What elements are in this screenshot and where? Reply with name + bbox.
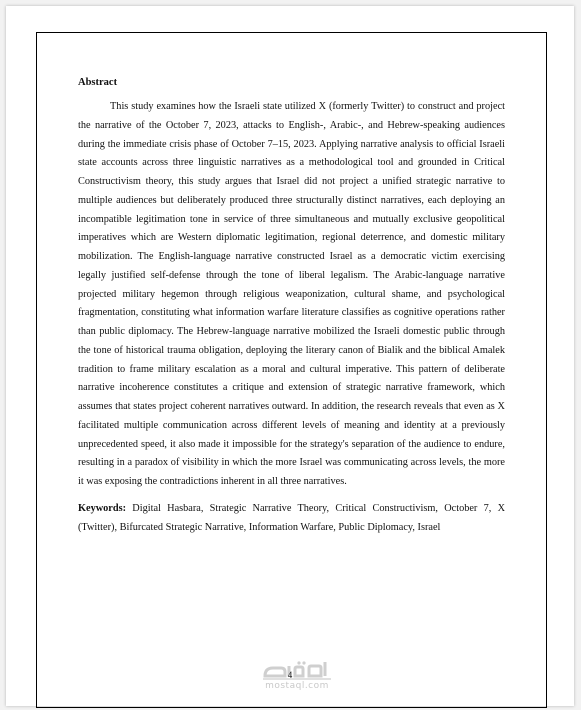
keywords-list: Digital Hasbara, Strategic Narrative Theory, Critical Constructivism, October 7, X (Twitter), Bifurcated Strategic Narrative, Information Warfare, Public Diplomacy, Israel	[78, 502, 506, 533]
keywords-paragraph	[78, 500, 505, 538]
watermark-url: mostaql.com	[265, 681, 329, 691]
keywords-label: Keywords:	[78, 502, 127, 514]
abstract-paragraph: This study examines how the Israeli state utilized X (formerly Twitter) to construct and project the narrative of the October 7, 2023, attacks to English-, Arabic-, and Hebrew-speaking audiences during the immediate crisis phase of October 7–15, 2023. Applying narrative analysis to official Israeli state accounts across three linguistic narratives as a methodological tool and grounded in Critical Constructivism theory, this study argues that Israel did not project a unified strategic narrative to multiple audiences but deliberately produced three structurally distinct narratives, each deploying an incompatible legitimation tone in service of three simultaneous and mutually exclusive geopolitical imperatives which are Western diplomatic legitimation, regional deterrence, and domestic military mobilization. The English-language narrative constructed Israel as a democratic victim exercising legally justified self-defense through the tone of liberal legalism. The Arabic-language narrative projected military hegemon through religious weaponization, cultural shame, and psychological fragmentation, constituting what information warfare literature classifies as cognitive operations rather than public diplomacy. The Hebrew-language narrative mobilized the Israeli domestic public through the tone of historical trauma obligation, deploying the literary canon of Bialik and the biblical Amalek tradition to frame military escalation as a moral and cultural imperative. This pattern of deliberate narrative incoherence constitutes a critique and extension of strategic narrative framework, which assumes that states project coherent narratives outward. In addition, the research reveals that even as X facilitated multiple communication across different levels of meaning and identity at a previously unprecedented speed, it also made it impossible for the strategy's separation of the audience to endure, resulting in a paradox of visibility in which the more Israel was communicating across levels, the more it was exposing the contradictions inherent in all three narratives.	[78, 101, 505, 487]
document-page	[6, 6, 574, 706]
page-number: 4	[287, 670, 293, 680]
abstract-heading: Abstract	[78, 77, 118, 88]
page-content	[78, 76, 505, 537]
